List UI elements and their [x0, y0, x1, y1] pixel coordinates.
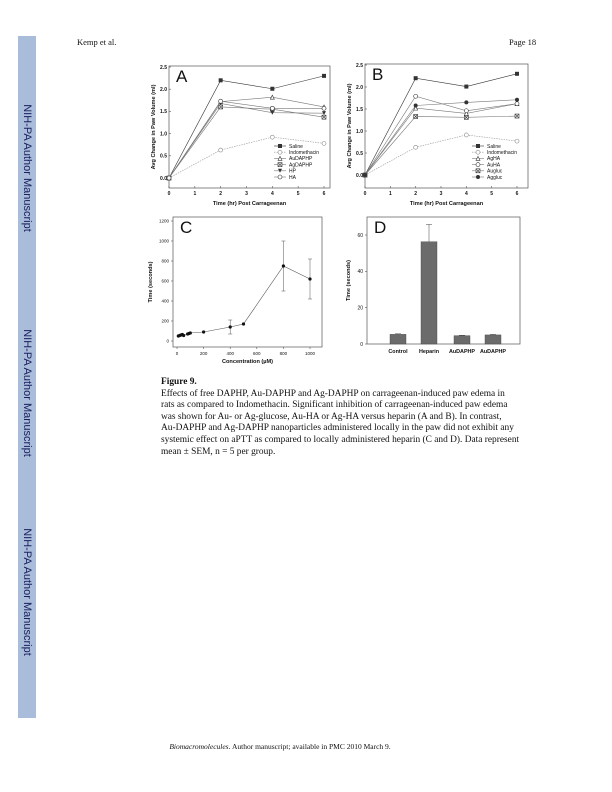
y-axis-label: Time (seconds) — [346, 260, 352, 301]
y-tick-label: 0 — [166, 338, 169, 344]
plot-frame — [169, 66, 330, 188]
marker-square — [278, 144, 282, 148]
marker-square-x — [476, 169, 480, 173]
marker-square — [219, 78, 223, 82]
x-tick-label: 4 — [464, 191, 468, 197]
panel-letter: D — [374, 218, 387, 237]
page-number: Page 18 — [509, 37, 537, 47]
marker-circle — [278, 150, 282, 154]
marker-circle — [464, 100, 468, 104]
x-axis-label: Time (hr) Post Carrageenan — [212, 201, 287, 207]
x-tick-label: 400 — [226, 351, 234, 356]
marker-circle — [464, 133, 468, 137]
legend-label: HP — [289, 168, 296, 175]
data-point — [229, 325, 232, 328]
y-tick-label: 1000 — [158, 238, 169, 244]
x-tick-label: 600 — [253, 351, 261, 356]
category-label: AuDAPHP — [479, 349, 507, 355]
y-tick-label: 400 — [161, 298, 169, 304]
legend-label: Saline — [487, 143, 501, 150]
y-tick-label: 0.0 — [160, 175, 167, 182]
marker-square — [476, 144, 480, 148]
panel-letter: A — [176, 67, 188, 86]
marker-square-x — [464, 115, 468, 119]
data-line — [178, 266, 310, 336]
y-tick-label: 1200 — [158, 218, 169, 224]
x-tick-label: 4 — [270, 191, 274, 197]
x-tick-label: 5 — [296, 191, 300, 197]
marker-square-x — [414, 114, 418, 118]
data-point — [202, 330, 205, 333]
marker-square — [515, 72, 519, 76]
series-agdaphp — [167, 105, 326, 180]
x-tick-label: 3 — [245, 191, 248, 197]
figure-caption — [161, 377, 519, 458]
x-tick-label: 6 — [322, 191, 326, 197]
category-label: Heparin — [418, 349, 440, 355]
bar — [454, 336, 470, 344]
data-point — [182, 334, 185, 337]
y-axis-label: Avg Change in Paw Volume (ml) — [347, 83, 353, 169]
plot-frame — [173, 217, 322, 347]
legend-label: Aggluc — [487, 174, 503, 181]
chart-panel-D — [346, 217, 520, 355]
marker-square — [464, 85, 468, 89]
marker-square-x — [322, 115, 326, 119]
x-tick-label: 200 — [199, 351, 208, 356]
y-tick-label: 2.5 — [160, 64, 167, 71]
x-tick-label: 2 — [219, 191, 223, 197]
marker-circle — [270, 135, 274, 139]
marker-square — [414, 76, 418, 80]
x-tick-label: 6 — [515, 191, 519, 197]
sidebar-label-text: NIH-PA Author Manuscript — [21, 528, 33, 656]
marker-circle — [278, 175, 282, 179]
marker-circle — [476, 175, 480, 179]
y-tick-label: 2.5 — [356, 62, 363, 69]
x-tick-label: 3 — [439, 191, 443, 197]
marker-circle — [219, 148, 223, 152]
bar — [421, 242, 437, 344]
y-tick-label: 2.0 — [160, 87, 167, 93]
x-tick-label: 2 — [414, 191, 418, 197]
sidebar-label-text: NIH-PA Author Manuscript — [21, 104, 33, 232]
caption-title: Figure 9. — [161, 377, 197, 387]
marker-circle — [476, 163, 480, 167]
y-tick-label: 200 — [161, 318, 169, 324]
marker-square-x — [278, 163, 282, 167]
category-label: Control — [388, 349, 408, 355]
y-tick-label: 800 — [161, 258, 169, 264]
legend-label: AuDAPHP — [289, 156, 313, 163]
marker-circle — [414, 145, 418, 149]
y-axis-label: Time (seconds) — [148, 261, 154, 303]
y-axis-label: Avg Change in Paw Volume (ml) — [151, 84, 157, 170]
marker-circle — [270, 106, 274, 110]
marker-circle — [322, 141, 326, 145]
x-tick-label: 1 — [193, 191, 197, 197]
marker-circle — [167, 176, 171, 180]
plot-frame — [365, 64, 528, 188]
y-tick-label: 0.5 — [356, 150, 363, 157]
marker-circle — [322, 106, 326, 110]
journal-name: Biomacromolecules — [169, 742, 229, 751]
y-tick-label: 1.0 — [160, 131, 167, 138]
category-label: AuDAPHP — [448, 349, 476, 355]
marker-square — [270, 87, 274, 91]
y-tick-label: 20 — [357, 305, 363, 312]
plot-frame — [367, 217, 520, 344]
data-point — [308, 277, 311, 280]
y-tick-label: 40 — [357, 269, 363, 276]
y-tick-label: 60 — [357, 232, 363, 239]
data-point — [242, 322, 245, 325]
x-tick-label: 0 — [175, 351, 179, 356]
y-tick-label: 1.5 — [160, 109, 167, 116]
y-tick-label: 0 — [360, 341, 363, 348]
y-tick-label: 0.5 — [160, 153, 167, 160]
bar — [485, 335, 501, 344]
x-tick-label: 0 — [363, 191, 367, 197]
y-tick-label: 0.0 — [356, 172, 363, 179]
x-tick-label: 0 — [167, 191, 171, 197]
marker-circle — [515, 139, 519, 143]
running-author: Kemp et al. — [77, 37, 117, 47]
marker-circle — [515, 98, 519, 102]
legend-label: Saline — [289, 143, 303, 150]
x-tick-label: 5 — [490, 191, 494, 197]
legend-label: HA — [289, 174, 296, 181]
marker-circle — [414, 94, 418, 98]
data-point — [282, 264, 285, 267]
caption-line: rats as compared to Indomethacin. Significant inhibition of carrageenan-induced paw edema — [161, 400, 508, 411]
caption-line: mean ± SEM, n = 5 per group. — [161, 446, 276, 457]
marker-circle — [363, 173, 367, 177]
caption-line: Au-DAPHP and Ag-DAPHP nanoparticles administered locally in the paw did not exhibit any — [161, 423, 514, 434]
panel-letter: C — [180, 218, 193, 237]
panel-letter: B — [372, 65, 384, 84]
footer — [0, 742, 560, 751]
chart-panel-C — [148, 217, 322, 365]
error-bar — [426, 224, 432, 241]
sidebar-label-text: NIH-PA Author Manuscript — [21, 329, 33, 457]
y-tick-label: 1.5 — [356, 106, 363, 113]
y-tick-label: 600 — [161, 278, 169, 284]
legend-label: Indomethacin — [487, 150, 518, 156]
marker-square — [322, 74, 326, 78]
legend-label: AgHA — [487, 156, 501, 163]
x-tick-label: 1 — [388, 191, 392, 197]
x-axis-label: Concentration (µM) — [221, 359, 274, 365]
legend-label: AuHA — [487, 162, 501, 169]
legend-label: AgDAPHP — [289, 162, 313, 169]
legend-label: Augluc — [487, 168, 503, 175]
legend-label: Indomethacin — [289, 150, 320, 156]
x-tick-label: 1000 — [304, 351, 316, 356]
x-tick-label: 800 — [279, 351, 288, 356]
x-axis-label: Time (hr) Post Carrageenan — [409, 201, 484, 207]
y-tick-label: 2.0 — [356, 84, 363, 91]
marker-circle — [414, 103, 418, 107]
caption-line: was shown for Au- or Ag-glucose, Au-HA or Ag-HA versus heparin (A and B). In contrast, — [161, 411, 502, 422]
bar — [390, 334, 406, 344]
data-point — [189, 331, 192, 334]
caption-line: systemic effect on aPTT as compared to locally administered heparin (C and D). Data represent — [161, 434, 520, 445]
footer-text: . Author manuscript; available in PMC 2010 March 9. — [228, 742, 391, 751]
chart-panel-A — [151, 65, 330, 207]
marker-circle — [219, 99, 223, 103]
y-tick-label: 1.0 — [356, 128, 363, 135]
marker-circle — [476, 150, 480, 154]
marker-circle — [515, 102, 519, 106]
chart-panel-B — [347, 63, 528, 207]
caption-line: Effects of free DAPHP, Au-DAPHP and Ag-DAPHP on carrageenan-induced paw edema in — [161, 388, 505, 399]
marker-circle — [464, 109, 468, 113]
marker-square-x — [515, 114, 519, 118]
